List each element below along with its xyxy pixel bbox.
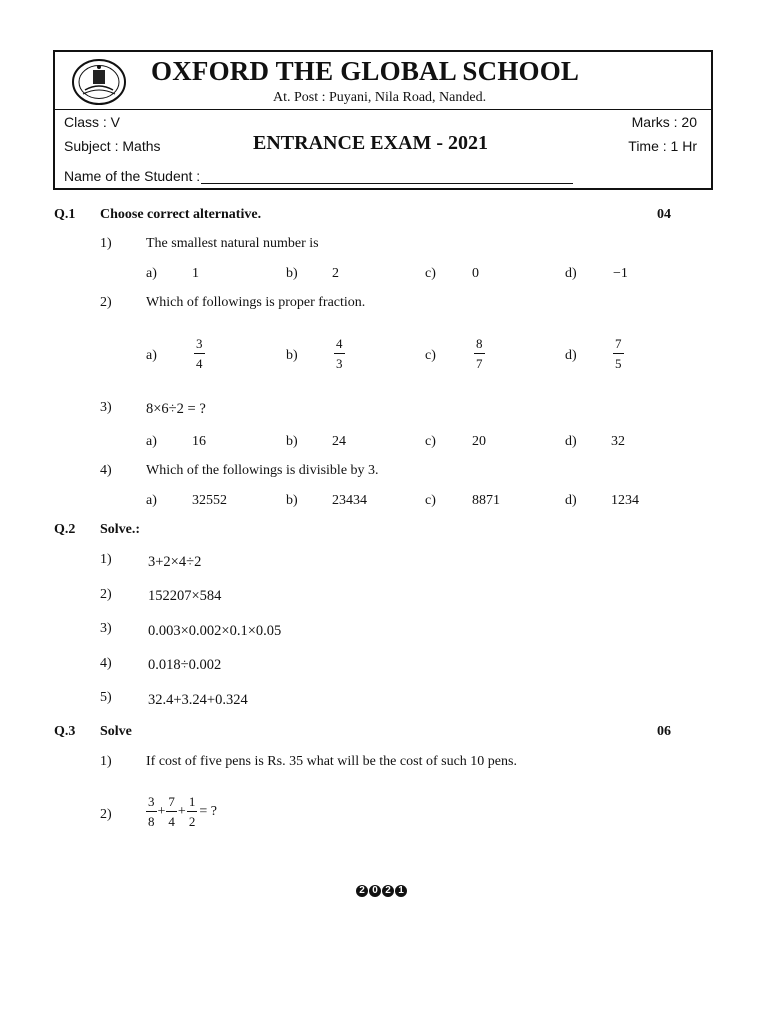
q1-item-2-option-b-fraction bbox=[334, 337, 345, 370]
footer-year-mark bbox=[356, 881, 408, 897]
q1-item-3-option-a-label: a) bbox=[146, 434, 157, 449]
q1-item-3-text: 8×6÷2 = ? bbox=[146, 401, 206, 417]
q1-item-3-number: 3) bbox=[100, 400, 112, 415]
q1-item-4-option-b: 23434 bbox=[332, 493, 367, 508]
q1-item-4-option-a-label: a) bbox=[146, 493, 157, 508]
fraction-numerator: 8 bbox=[474, 337, 485, 354]
q1-item-4-option-d-label: d) bbox=[565, 493, 577, 508]
subject-label: Subject : Maths bbox=[64, 138, 161, 154]
q1-item-4-option-a: 32552 bbox=[192, 493, 227, 508]
footer-digit-badge: 2 bbox=[382, 885, 394, 897]
plus-sign: + bbox=[177, 803, 186, 819]
school-logo-icon bbox=[71, 58, 127, 106]
q1-item-3-option-c-label: c) bbox=[425, 434, 436, 449]
fraction-numerator: 4 bbox=[334, 337, 345, 354]
q3-title: Solve bbox=[100, 724, 132, 739]
student-name-line bbox=[201, 183, 573, 184]
q1-item-2-option-d-fraction bbox=[613, 337, 624, 370]
q1-item-1-option-b-label: b) bbox=[286, 266, 298, 281]
fraction-denominator: 8 bbox=[148, 814, 155, 829]
q1-item-4-option-d: 1234 bbox=[611, 493, 639, 508]
marks-label: Marks : 20 bbox=[631, 114, 697, 130]
q2-item-4-number: 4) bbox=[100, 656, 112, 671]
header-box bbox=[53, 50, 713, 190]
fraction-numerator: 7 bbox=[166, 795, 177, 812]
q3-number: Q.3 bbox=[54, 724, 76, 739]
q3-item-2-number: 2) bbox=[100, 807, 112, 822]
school-name: OXFORD THE GLOBAL SCHOOL bbox=[151, 56, 580, 86]
q2-number: Q.2 bbox=[54, 522, 76, 537]
q1-item-3-option-b: 24 bbox=[332, 434, 346, 449]
q2-title: Solve.: bbox=[100, 522, 141, 537]
q1-item-1-option-c-label: c) bbox=[425, 266, 436, 281]
q1-item-1-option-a: 1 bbox=[192, 266, 199, 281]
q2-item-2-number: 2) bbox=[100, 587, 112, 602]
fraction-denominator: 5 bbox=[615, 356, 622, 371]
q1-item-3-option-b-label: b) bbox=[286, 434, 298, 449]
q1-item-1-option-b: 2 bbox=[332, 266, 339, 281]
q2-item-1-text: 3+2×4÷2 bbox=[148, 554, 202, 570]
time-label: Time : 1 Hr bbox=[628, 138, 697, 154]
school-address: At. Post : Puyani, Nila Road, Nanded. bbox=[273, 90, 487, 105]
q1-item-2-option-b-label: b) bbox=[286, 348, 298, 363]
q2-item-3-text: 0.003×0.002×0.1×0.05 bbox=[148, 623, 282, 639]
exam-title: ENTRANCE EXAM - 2021 bbox=[253, 132, 488, 154]
q2-item-5-text: 32.4+3.24+0.324 bbox=[148, 692, 248, 708]
q3-marks: 06 bbox=[657, 724, 671, 739]
q1-item-4-option-b-label: b) bbox=[286, 493, 298, 508]
q1-item-4-text: Which of the followings is divisible by 3. bbox=[146, 463, 379, 478]
q1-item-4-option-c-label: c) bbox=[425, 493, 436, 508]
q1-item-4-option-c: 8871 bbox=[472, 493, 500, 508]
q1-item-3-option-c: 20 bbox=[472, 434, 486, 449]
fraction-denominator: 3 bbox=[336, 356, 343, 371]
q1-item-3-option-a: 16 bbox=[192, 434, 206, 449]
q1-item-2-option-c-label: c) bbox=[425, 348, 436, 363]
q3-item-2-expression bbox=[146, 795, 217, 828]
footer-digit-badge: 2 bbox=[356, 885, 368, 897]
footer-digit-badge: 0 bbox=[369, 885, 381, 897]
q1-item-3-option-d: 32 bbox=[611, 434, 625, 449]
q1-item-1-option-c: 0 bbox=[472, 266, 479, 281]
q1-marks: 04 bbox=[657, 207, 671, 222]
q1-item-1-text: The smallest natural number is bbox=[146, 236, 319, 251]
q1-item-2-option-c-fraction bbox=[474, 337, 485, 370]
q1-item-1-option-d-label: d) bbox=[565, 266, 577, 281]
q1-item-1-option-d: −1 bbox=[613, 266, 628, 281]
q2-item-3-number: 3) bbox=[100, 621, 112, 636]
fraction-numerator: 3 bbox=[146, 795, 157, 812]
q1-item-2-text: Which of followings is proper fraction. bbox=[146, 295, 366, 310]
q2-item-4-text: 0.018÷0.002 bbox=[148, 657, 222, 673]
q1-item-1-number: 1) bbox=[100, 236, 112, 251]
q3-item-1-number: 1) bbox=[100, 754, 112, 769]
fraction bbox=[146, 795, 157, 828]
student-name-label: Name of the Student : bbox=[64, 168, 201, 184]
fraction-numerator: 7 bbox=[613, 337, 624, 354]
q1-item-2-option-a-fraction bbox=[194, 337, 205, 370]
q2-item-1-number: 1) bbox=[100, 552, 112, 567]
fraction-numerator: 3 bbox=[194, 337, 205, 354]
q1-item-2-option-d-label: d) bbox=[565, 348, 577, 363]
q1-item-2-option-a-label: a) bbox=[146, 348, 157, 363]
q2-item-2-text: 152207×584 bbox=[148, 588, 222, 604]
header-divider bbox=[55, 109, 711, 110]
q1-item-3-option-d-label: d) bbox=[565, 434, 577, 449]
fraction bbox=[166, 795, 177, 828]
fraction-denominator: 4 bbox=[168, 814, 175, 829]
fraction bbox=[187, 795, 198, 828]
fraction-denominator: 7 bbox=[476, 356, 483, 371]
q1-title: Choose correct alternative. bbox=[100, 207, 262, 222]
q1-item-1-option-a-label: a) bbox=[146, 266, 157, 281]
fraction-numerator: 1 bbox=[187, 795, 198, 812]
q1-item-4-number: 4) bbox=[100, 463, 112, 478]
class-label: Class : V bbox=[64, 114, 121, 130]
plus-sign: + bbox=[157, 803, 166, 819]
equals-question: = ? bbox=[199, 803, 217, 819]
footer-digit-badge: 1 bbox=[395, 885, 407, 897]
q1-number: Q.1 bbox=[54, 207, 76, 222]
q2-item-5-number: 5) bbox=[100, 690, 112, 705]
q1-item-2-number: 2) bbox=[100, 295, 112, 310]
q3-item-1-text: If cost of five pens is Rs. 35 what will be the cost of such 10 pens. bbox=[146, 754, 517, 769]
fraction-denominator: 4 bbox=[196, 356, 203, 371]
fraction-denominator: 2 bbox=[188, 814, 196, 829]
